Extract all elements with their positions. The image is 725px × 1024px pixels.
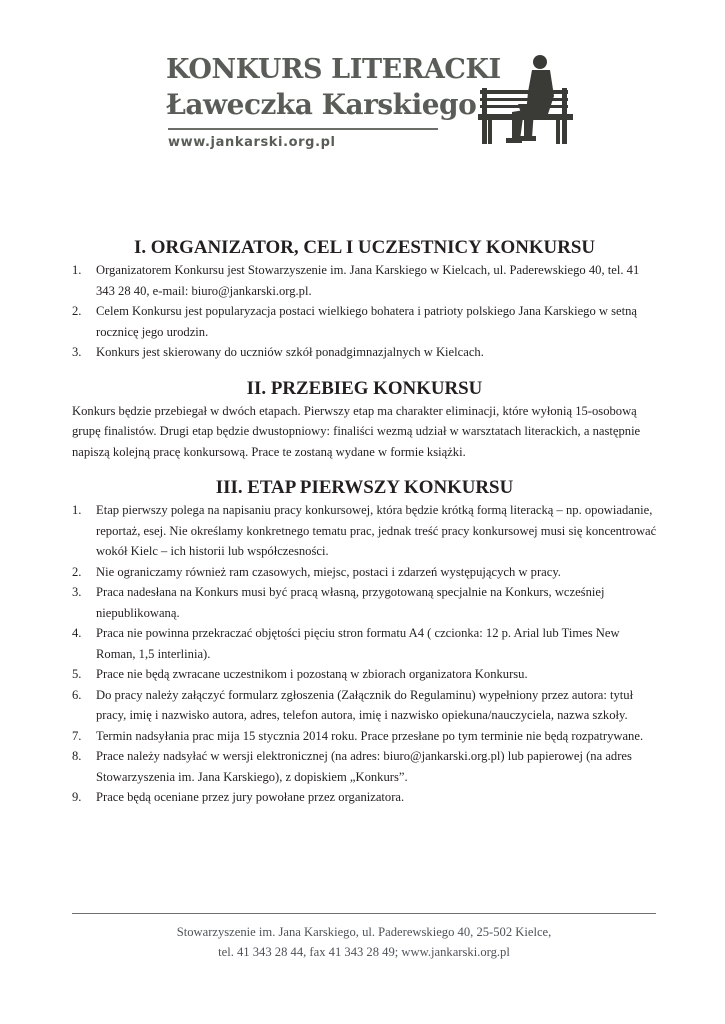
- section-title-course: II. PRZEBIEG KONKURSU: [246, 377, 483, 399]
- footer-contact: tel. 41 343 28 44, fax 41 343 28 49; www.jankarski.org.pl: [218, 945, 510, 959]
- section-title-stage-one: III. ETAP PIERWSZY KONKURSU: [215, 477, 514, 498]
- footer-address: Stowarzyszenie im. Jana Karskiego, ul. Paderewskiego 40, 25-502 Kielce,: [176, 925, 552, 939]
- list-item: [72, 726, 657, 747]
- section-title-organizer: I. ORGANIZATOR, CEL I UCZESTNICY KONKURSU: [134, 237, 595, 258]
- item-number: 4.: [72, 626, 82, 640]
- regulations-body: [72, 238, 657, 808]
- item-number: 3.: [72, 585, 82, 599]
- item-text: Etap pierwszy polega na napisaniu pracy konkursowej, która będzie krótką formą literacką – np. opowiadanie, reportaż, esej. Nie określamy konkretnego tematu prac, jednak treść pracy konkursowej musi się koncentrować wokół Kielc – ich historii lub współczesności.: [96, 503, 657, 558]
- item-text: Organizatorem Konkursu jest Stowarzyszenie im. Jana Karskiego w Kielcach, ul. Paderewskiego 40, tel. 41 343 28 40, e-mail: biuro@jankarski.org.pl.: [96, 263, 640, 298]
- item-number: 6.: [72, 687, 82, 702]
- list-item: [72, 787, 657, 808]
- logo-title: KONKURS LITERACKI: [166, 54, 501, 85]
- list-item: [72, 301, 657, 342]
- item-text: Nie ograniczamy również ram czasowych, miejsc, postaci i zdarzeń występujących w pracy.: [96, 564, 561, 579]
- item-number: 2.: [72, 304, 82, 318]
- item-text: Do pracy należy załączyć formularz zgłoszenia (Załącznik do Regulaminu) wypełniony przez autora: tytuł pracy, imię i nazwisko autora, adres, telefon autora, imię i nazwisko opiekuna/nauczyciela, nazwa szkoły.: [96, 687, 634, 722]
- list-item: [72, 562, 657, 583]
- list-item: [72, 500, 657, 562]
- item-number: 1.: [72, 263, 82, 277]
- course-paragraph: Konkurs będzie przebiegał w dwóch etapach. Pierwszy etap ma charakter eliminacji, które wyłonią 15-osobową grupę finalistów. Drugi etap będzie dwustopniowy: finaliści wezmą udział w warsztatach literackich, a następnie napiszą kolejną pracę konkursową. Prace te zostaną wydane w formie książki.: [72, 403, 641, 459]
- list-item: [72, 342, 657, 363]
- stage-one-list: [72, 500, 657, 808]
- item-number: 3.: [72, 345, 82, 359]
- item-number: 5.: [72, 667, 82, 681]
- list-item: [72, 664, 657, 685]
- organizer-list: [72, 260, 657, 363]
- list-item: [72, 623, 657, 664]
- item-text: Konkurs jest skierowany do uczniów szkół ponadgimnazjalnych w Kielcach.: [96, 345, 484, 359]
- list-item: [72, 685, 657, 726]
- item-text: Prace należy nadsyłać w wersji elektronicznej (na adres: biuro@jankarski.org.pl) lub papierowej (na adres Stowarzyszenia im. Jana Karskiego), z dopiskiem „Konkurs”.: [96, 749, 632, 784]
- list-item: [72, 260, 657, 301]
- footer: [72, 922, 656, 962]
- logo-underline: [168, 128, 438, 130]
- footer-divider: [72, 913, 656, 914]
- item-number: 1.: [72, 503, 82, 517]
- list-item: [72, 746, 657, 787]
- logo-subtitle: Ławeczka Karskiego: [166, 88, 477, 121]
- item-text: Termin nadsyłania prac mija 15 stycznia 2014 roku. Prace przesłane po tym terminie nie będą rozpatrywane.: [96, 728, 644, 743]
- logo-url: www.jankarski.org.pl: [168, 135, 336, 150]
- list-item: [72, 582, 657, 623]
- bench-statue-icon: [478, 52, 578, 147]
- letterhead: [160, 52, 580, 152]
- item-number: 8.: [72, 749, 82, 763]
- item-text: Praca nadesłana na Konkurs musi być pracą własną, przygotowaną specjalnie na Konkurs, wcześniej niepublikowaną.: [96, 585, 605, 620]
- item-text: Prace nie będą zwracane uczestnikom i pozostaną w zbiorach organizatora Konkursu.: [96, 667, 528, 681]
- item-number: 9.: [72, 790, 82, 804]
- item-number: 2.: [72, 564, 82, 579]
- item-text: Prace będą oceniane przez jury powołane przez organizatora.: [96, 790, 405, 804]
- item-number: 7.: [72, 728, 82, 743]
- item-text: Praca nie powinna przekraczać objętości pięciu stron formatu A4 ( czcionka: 12 p. Arial lub Times New Roman, 1,5 interlinia).: [96, 626, 620, 661]
- item-text: Celem Konkursu jest popularyzacja postaci wielkiego bohatera i patrioty polskiego Jana Karskiego w setną rocznicę jego urodzin.: [96, 304, 638, 339]
